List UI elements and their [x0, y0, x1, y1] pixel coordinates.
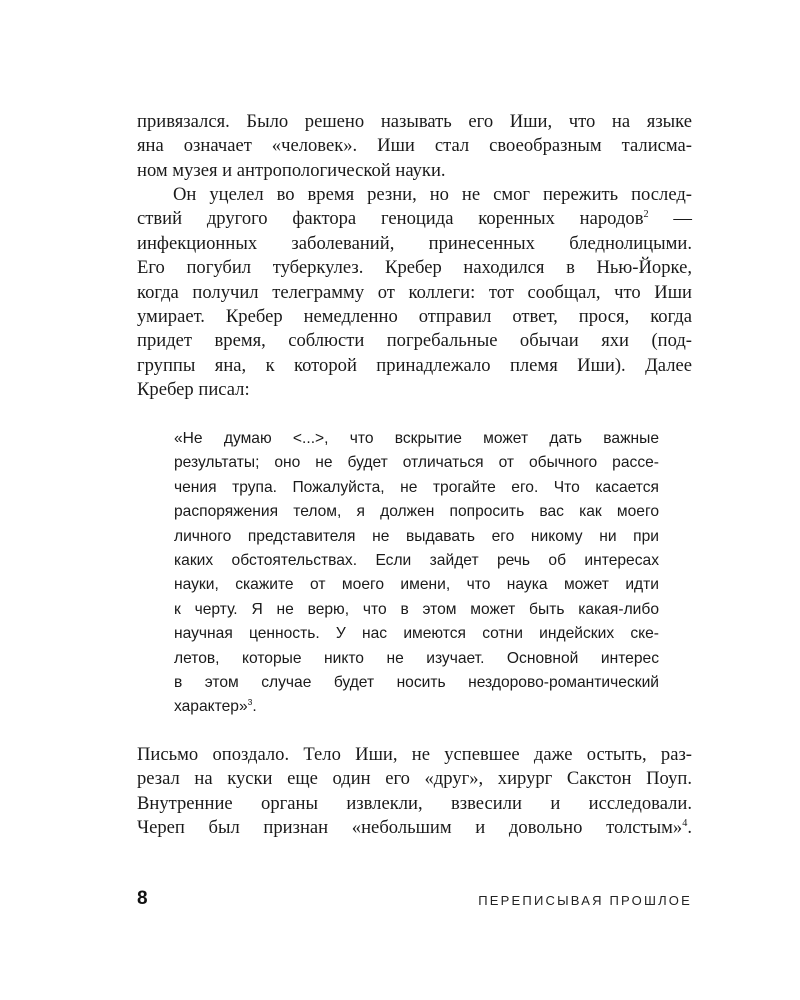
text-line: инфекционных заболеваний, принесенных бледнолицыми.: [137, 232, 692, 254]
quote-line: личного представителя не выдавать его никому ни при: [174, 527, 659, 545]
paragraph-3: [137, 743, 692, 841]
quote-line: «Не думаю <...>, что вскрытие может дать важные: [174, 430, 659, 447]
text-line: резал на куски еще один его «друг», хирург Сакстон Поуп.: [137, 768, 692, 790]
text-line: ном музея и антропологической науки.: [137, 159, 446, 181]
quote-line: результаты; оно не будет отличаться от обычного рассе-: [174, 454, 659, 472]
text-line-with-footnote: [137, 816, 692, 840]
text-line: Кребер писал:: [137, 379, 250, 401]
text-line: придет время, соблюсти погребальные обычаи яхи (под-: [137, 330, 692, 352]
text-line: группы яна, к которой принадлежало племя Иши). Далее: [137, 354, 692, 376]
running-title: ПЕРЕПИСЫВАЯ ПРОШЛОЕ: [478, 893, 692, 908]
quote-line: к черту. Я не верю, что в этом может быть какая-либо: [174, 600, 659, 618]
quote-line: чения трупа. Пожалуйста, не трогайте его. Что касается: [174, 478, 659, 496]
text-line: Внутренние органы извлекли, взвесили и исследовали.: [137, 792, 692, 814]
quote-line: летов, которые никто не изучает. Основной интерес: [174, 649, 659, 667]
text-line: умирает. Кребер немедленно отправил ответ, прося, когда: [137, 305, 692, 327]
text-line: привязался. Было решено называть его Иши, что на языке: [137, 111, 692, 132]
page-number: 8: [137, 888, 148, 909]
footnote-marker-4: 4: [682, 818, 688, 830]
text-fragment: Череп был признан «небольшим и довольно толстым»: [137, 817, 683, 839]
paragraph-1: [137, 110, 692, 183]
text-line: Его погубил туберкулез. Кребер находился в Нью-Йорке,: [137, 257, 692, 279]
text-fragment: характер»: [174, 698, 248, 716]
text-line: Он уцелел во время резни, но не смог пережить послед-: [173, 184, 692, 205]
paragraph-2: [137, 183, 692, 403]
footnote-marker-3: 3: [247, 697, 253, 708]
quote-line: науки, скажите от моего имени, что наука может идти: [174, 576, 659, 594]
period: .: [252, 698, 257, 716]
dash: —: [648, 208, 692, 230]
quote-line: научная ценность. У нас имеются сотни индейских ске-: [174, 625, 659, 643]
quote-line-with-footnote: [174, 695, 659, 719]
quote-line: в этом случае будет носить нездорово-романтический: [174, 673, 659, 691]
quote-line: распоряжения телом, я должен попросить вас как моего: [174, 503, 659, 521]
text-line: яна означает «человек». Иши стал своеобразным талисма-: [137, 135, 692, 157]
quote-line: каких обстоятельствах. Если зайдет речь об интересах: [174, 551, 659, 569]
footnote-marker-2: 2: [643, 209, 649, 221]
period: .: [687, 817, 692, 839]
text-line: когда получил телеграмму от коллеги: тот сообщал, что Иши: [137, 281, 692, 303]
text-line: Письмо опоздало. Тело Иши, не успевшее даже остыть, раз-: [137, 744, 692, 765]
block-quote: [174, 427, 659, 720]
text-fragment: ствий другого фактора геноцида коренных народов: [137, 208, 644, 230]
text-line-with-footnote: [137, 207, 692, 231]
